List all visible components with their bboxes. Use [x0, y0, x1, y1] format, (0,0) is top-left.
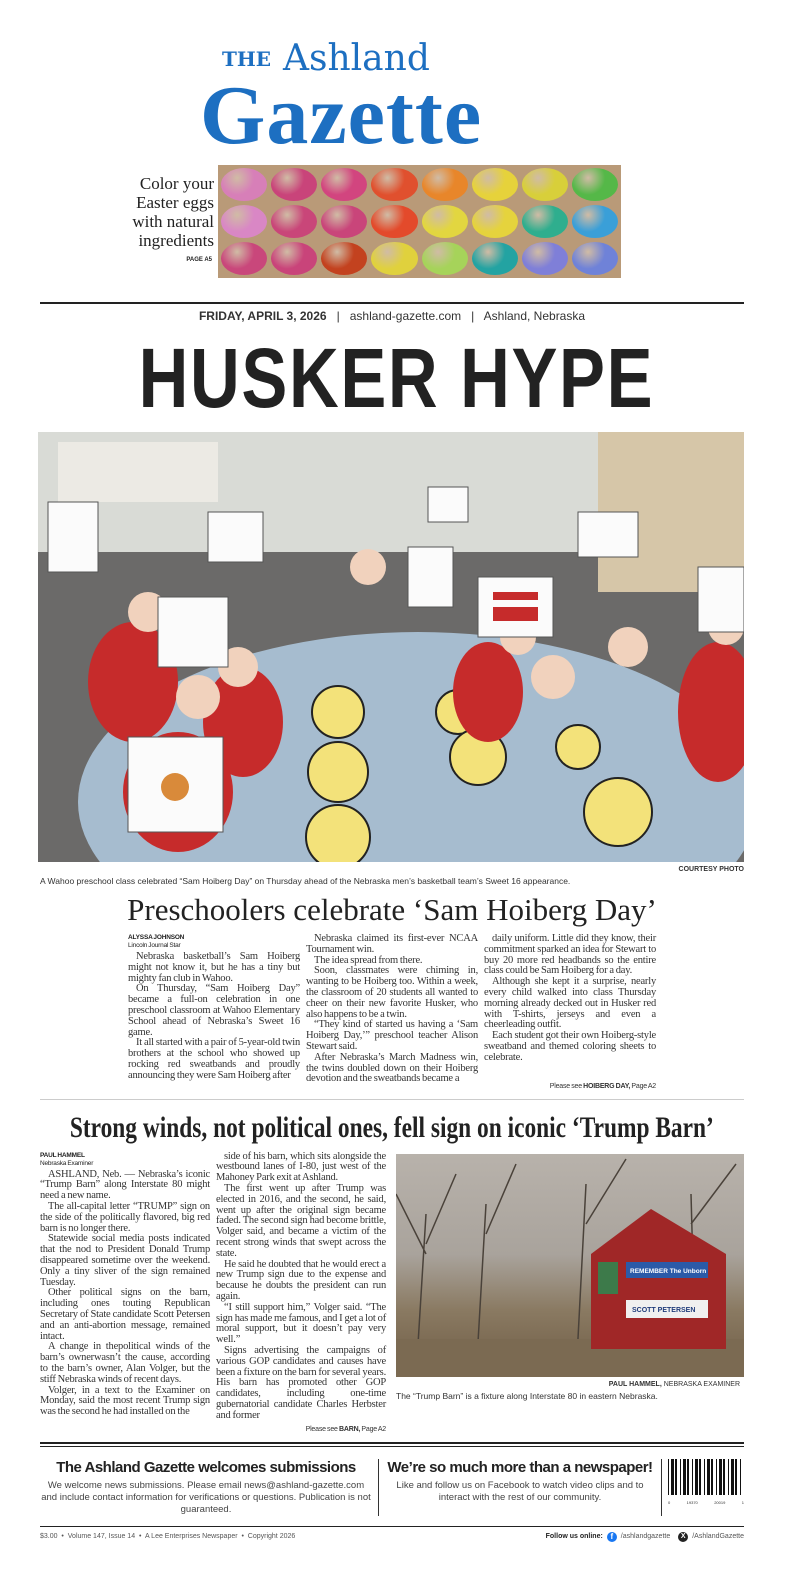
paragraph: “I still support him,” Volger said. “The sign has made me famous, and I get a lot of moral support, but it doesn’t pay very well.”: [216, 1301, 386, 1346]
paragraph: He said he doubted that he would erect a new Trump sign due to the expense and because he doubts the president can run again.: [216, 1258, 386, 1302]
barcode-bar: [740, 1459, 741, 1495]
barcode-digit: 1: [741, 1500, 744, 1506]
story1-headline[interactable]: Preschoolers celebrate ‘Sam Hoiberg Day’: [127, 892, 657, 927]
credit-name: PAUL HAMMEL,: [608, 1380, 662, 1388]
sep: •: [138, 1533, 142, 1541]
barcode-bar: [683, 1459, 686, 1495]
egg: [422, 205, 468, 238]
paragraph: The all-capital letter “TRUMP” sign on the side of the politically flavored, big red barn is no longer there.: [40, 1200, 210, 1234]
barcode-bar: [728, 1459, 729, 1495]
barcode-bar: [692, 1459, 693, 1495]
paragraph: It all started with a pair of 5-year-old twin brothers at the school who showed up rocking red sweatbands and proudly announcing they were Sam Hoiberg after: [128, 1037, 300, 1081]
egg: [422, 242, 468, 275]
egg: [522, 242, 568, 275]
egg: [221, 205, 267, 238]
barcode-bar: [716, 1459, 717, 1495]
barcode-bar: [671, 1459, 674, 1495]
submissions-box: [40, 1459, 372, 1516]
byline-org: Lincoln Journal Star: [128, 942, 181, 949]
paragraph: The first went up after Trump was elected in 2016, and the second, he said, went up after the original sign became faded. The second sign had become brittle, Volger said, and became a victim of the recent strong winds that swept across the state.: [216, 1182, 386, 1259]
story2-body: [40, 1152, 744, 1435]
paragraph: Soon, classmates were chiming in, wanting to be Hoiberg too. Within a week, the classroom of 20 students all wanted to cheer on their new favorite Husker, who also happens to be a twin.: [306, 965, 478, 1020]
teaser-page: PAGE A5: [186, 257, 212, 263]
paragraph: Nebraska claimed its first-ever NCAA Tournament win.: [306, 933, 478, 955]
lower-section: [40, 892, 744, 1542]
paragraph: Although she kept it a surprise, nearly every child walked into class Thursday morning already decked out in Husker red with T-shirts, jerseys and even a cheerleading outfit.: [484, 976, 656, 1031]
barcode-bar: [723, 1459, 725, 1495]
paragraph: Nebraska basketball’s Sam Hoiberg might not know it, but he has a tiny but mighty fan club in Wahoo.: [128, 951, 300, 984]
story2-col2: [216, 1152, 386, 1435]
photo-caption: A Wahoo preschool class celebrated “Sam Hoiberg Day” on Thursday ahead of the Nebraska men’s basketball team’s Sweet 16 appearance.: [40, 876, 571, 886]
story1-col2: [306, 934, 478, 1091]
story2-jump[interactable]: [216, 1425, 386, 1434]
photo-scene: [38, 432, 744, 862]
egg: [522, 205, 568, 238]
jump-page: Page A2: [631, 1082, 656, 1090]
egg: [371, 168, 417, 201]
barcode-bar: [680, 1459, 681, 1495]
barcode-bar: [695, 1459, 698, 1495]
masthead-ashland: Ashland: [283, 38, 430, 79]
divider: [661, 1459, 662, 1516]
publisher: A Lee Enterprises Newspaper: [144, 1533, 238, 1541]
byline: PAUL HAMMEL: [40, 1151, 85, 1159]
barn-sign-1: REMEMBER The Unborn: [630, 1267, 707, 1275]
submissions-text: We welcome news submissions. Please email news@ashland-gazette.com and include contact information for verifications or questions. Publication is not guaranteed.: [41, 1480, 371, 1516]
photo2-credit: [396, 1380, 740, 1389]
egg: [472, 168, 518, 201]
teaser-headline[interactable]: Color your Easter eggs with natural ingredients: [132, 174, 214, 250]
volume: Volume 147, Issue 14: [67, 1533, 136, 1541]
barcode-bar: [711, 1459, 713, 1495]
paragraph: A change in thepolitical winds of the barn’s ownerwasn’t the cause, according to the barn’s owner, Alan Volger, but the stiff Nebraska winds of recent days.: [40, 1341, 210, 1385]
trump-barn-photo: [396, 1154, 744, 1377]
paragraph: ASHLAND, Neb. — Nebraska’s iconic “Trump Barn” along Interstate 80 might need a new name.: [40, 1168, 210, 1202]
paragraph: Signs advertising the campaigns of various GOP candidates and causes have been a fixture on the barn for several years. His barn has promoted other GOP candidates, including one-time gubernatorial candidate Charles Herbster and former: [216, 1344, 386, 1421]
jump-page: Page A2: [361, 1426, 386, 1434]
masthead-gazette: Gazette: [200, 69, 483, 162]
story1-col1: [128, 934, 300, 1091]
egg: [572, 242, 618, 275]
story2-headline-text: Strong winds, not political ones, fell sign on iconic ‘Trump Barn’: [69, 1110, 715, 1144]
facebook-text: Like and follow us on Facebook to watch video clips and to interact with the rest of our community.: [396, 1480, 644, 1504]
story2-col1: [40, 1152, 210, 1435]
social-links: [546, 1532, 744, 1542]
paragraph: Each student got their own Hoiberg-style sweatband and themed coloring sheets to celebrate.: [484, 1030, 656, 1063]
egg: [572, 168, 618, 201]
submissions-title: The Ashland Gazette welcomes submissions: [56, 1459, 356, 1477]
barcode-bars: [668, 1459, 744, 1495]
egg: [472, 242, 518, 275]
egg: [271, 242, 317, 275]
paragraph: Other political signs on the barn, including ones touting Republican Secretary of State candidate Scott Petersen and an anti-abortion message, remained intact.: [40, 1287, 210, 1342]
barcode-bar: [687, 1459, 689, 1495]
barcode-digit: 20019: [714, 1500, 726, 1506]
paragraph: “They kind of started us having a ‘Sam Hoiberg Day,’” preschool teacher Alison Stewart said.: [306, 1019, 478, 1052]
footer-double-rule: [40, 1442, 744, 1444]
jump-target: BARN,: [339, 1426, 361, 1434]
story2-headline[interactable]: [40, 1110, 744, 1146]
egg: [271, 205, 317, 238]
banner-text: HUSKER HYPE: [138, 331, 654, 425]
sep: •: [61, 1533, 64, 1541]
copyright: Copyright 2026: [247, 1533, 296, 1541]
footer: [40, 1447, 744, 1526]
paragraph: side of his barn, which sits alongside the westbound lanes of I-80, just west of the Mahoney Park exit at Ashland.: [216, 1150, 386, 1184]
follow-label: Follow us online:: [545, 1533, 603, 1541]
story1-body: [40, 934, 744, 1091]
x-link[interactable]: /AshlandGazette: [692, 1533, 744, 1541]
facebook-icon[interactable]: f: [607, 1532, 617, 1542]
barcode-digit: 0: [668, 1500, 671, 1506]
egg: [321, 168, 367, 201]
barcode: [668, 1459, 744, 1516]
egg: [422, 168, 468, 201]
bottom-row: [40, 1527, 744, 1542]
paragraph: On Thursday, “Sam Hoiberg Day” became a full-on celebration in one preschool classroom at Wahoo Elementary School ahead of Nebraska’s Sweet 16 game.: [128, 983, 300, 1038]
byline: ALYSSA JOHNSON: [128, 934, 185, 941]
date: FRIDAY, APRIL 3, 2026: [198, 309, 327, 323]
egg: [522, 168, 568, 201]
facebook-box: [385, 1459, 655, 1516]
x-icon[interactable]: X: [678, 1532, 688, 1542]
photo2-caption: The “Trump Barn” is a fixture along Interstate 80 in eastern Nebraska.: [396, 1390, 658, 1401]
egg: [221, 168, 267, 201]
paragraph: Volger, in a text to the Examiner on Monday, said the most recent Trump sign was the second he had installed on the: [40, 1384, 210, 1418]
egg: [271, 168, 317, 201]
byline-org: Nebraska Examiner: [40, 1159, 94, 1167]
sep: |: [471, 309, 475, 323]
barcode-bar: [668, 1459, 669, 1495]
egg: [221, 242, 267, 275]
masthead-the: THE: [222, 47, 272, 71]
credit-org: NEBRASKA EXAMINER: [663, 1380, 740, 1388]
barn-sign-2: SCOTT PETERSEN: [632, 1306, 696, 1314]
jump-prefix: Please see: [549, 1082, 582, 1090]
barcode-bar: [719, 1459, 722, 1495]
website-link[interactable]: ashland-gazette.com: [349, 309, 462, 323]
jump-prefix: Please see: [305, 1426, 338, 1434]
jump-target: HOIBERG DAY,: [583, 1082, 631, 1090]
egg: [371, 205, 417, 238]
facebook-title: We’re so much more than a newspaper!: [387, 1459, 653, 1477]
egg: [321, 205, 367, 238]
story1-col3: [484, 934, 656, 1091]
section-divider: [40, 1099, 744, 1100]
paragraph: After Nebraska’s March Madness win, the twins doubled down on their Hoiberg devotion and the sweatbands became a: [306, 1051, 478, 1085]
barn-scene: [396, 1154, 744, 1377]
paragraph: The idea spread from there.: [314, 954, 423, 966]
paragraph: daily uniform. Little did they know, their commitment sparked an idea for Stewart to buy 20 more red headbands so the entire class could be Sam Hoiberg for a day.: [484, 933, 656, 977]
divider: [378, 1459, 379, 1516]
masthead-rule: [40, 302, 744, 304]
facebook-link[interactable]: /ashlandgazette: [620, 1533, 671, 1541]
photo-credit: COURTESY PHOTO: [678, 866, 744, 873]
preschool-class-photo: [38, 432, 744, 862]
dateline: [40, 309, 744, 323]
story2-photo-block: [396, 1152, 740, 1435]
sep: |: [336, 309, 340, 323]
egg: [472, 205, 518, 238]
location: Ashland, Nebraska: [483, 309, 586, 323]
banner-headline: [0, 331, 792, 425]
egg: [321, 242, 367, 275]
barcode-bar: [735, 1459, 737, 1495]
barcode-bar: [704, 1459, 705, 1495]
sep: •: [241, 1533, 244, 1541]
barcode-bar: [675, 1459, 677, 1495]
price: $3.00: [40, 1533, 58, 1541]
barcode-digit: 19370: [686, 1500, 698, 1506]
barcode-bar: [731, 1459, 734, 1495]
egg: [371, 242, 417, 275]
paragraph: Statewide social media posts indicated that the nod to President Donald Trump disappeared sometime over the weekend. Only a tiny sliver of the sign remained Tuesday.: [40, 1233, 210, 1288]
barcode-bar: [707, 1459, 710, 1495]
easter-eggs-image: [218, 165, 621, 278]
egg: [572, 205, 618, 238]
barcode-bar: [699, 1459, 701, 1495]
story1-jump[interactable]: [484, 1082, 656, 1091]
publication-info: [40, 1532, 295, 1542]
